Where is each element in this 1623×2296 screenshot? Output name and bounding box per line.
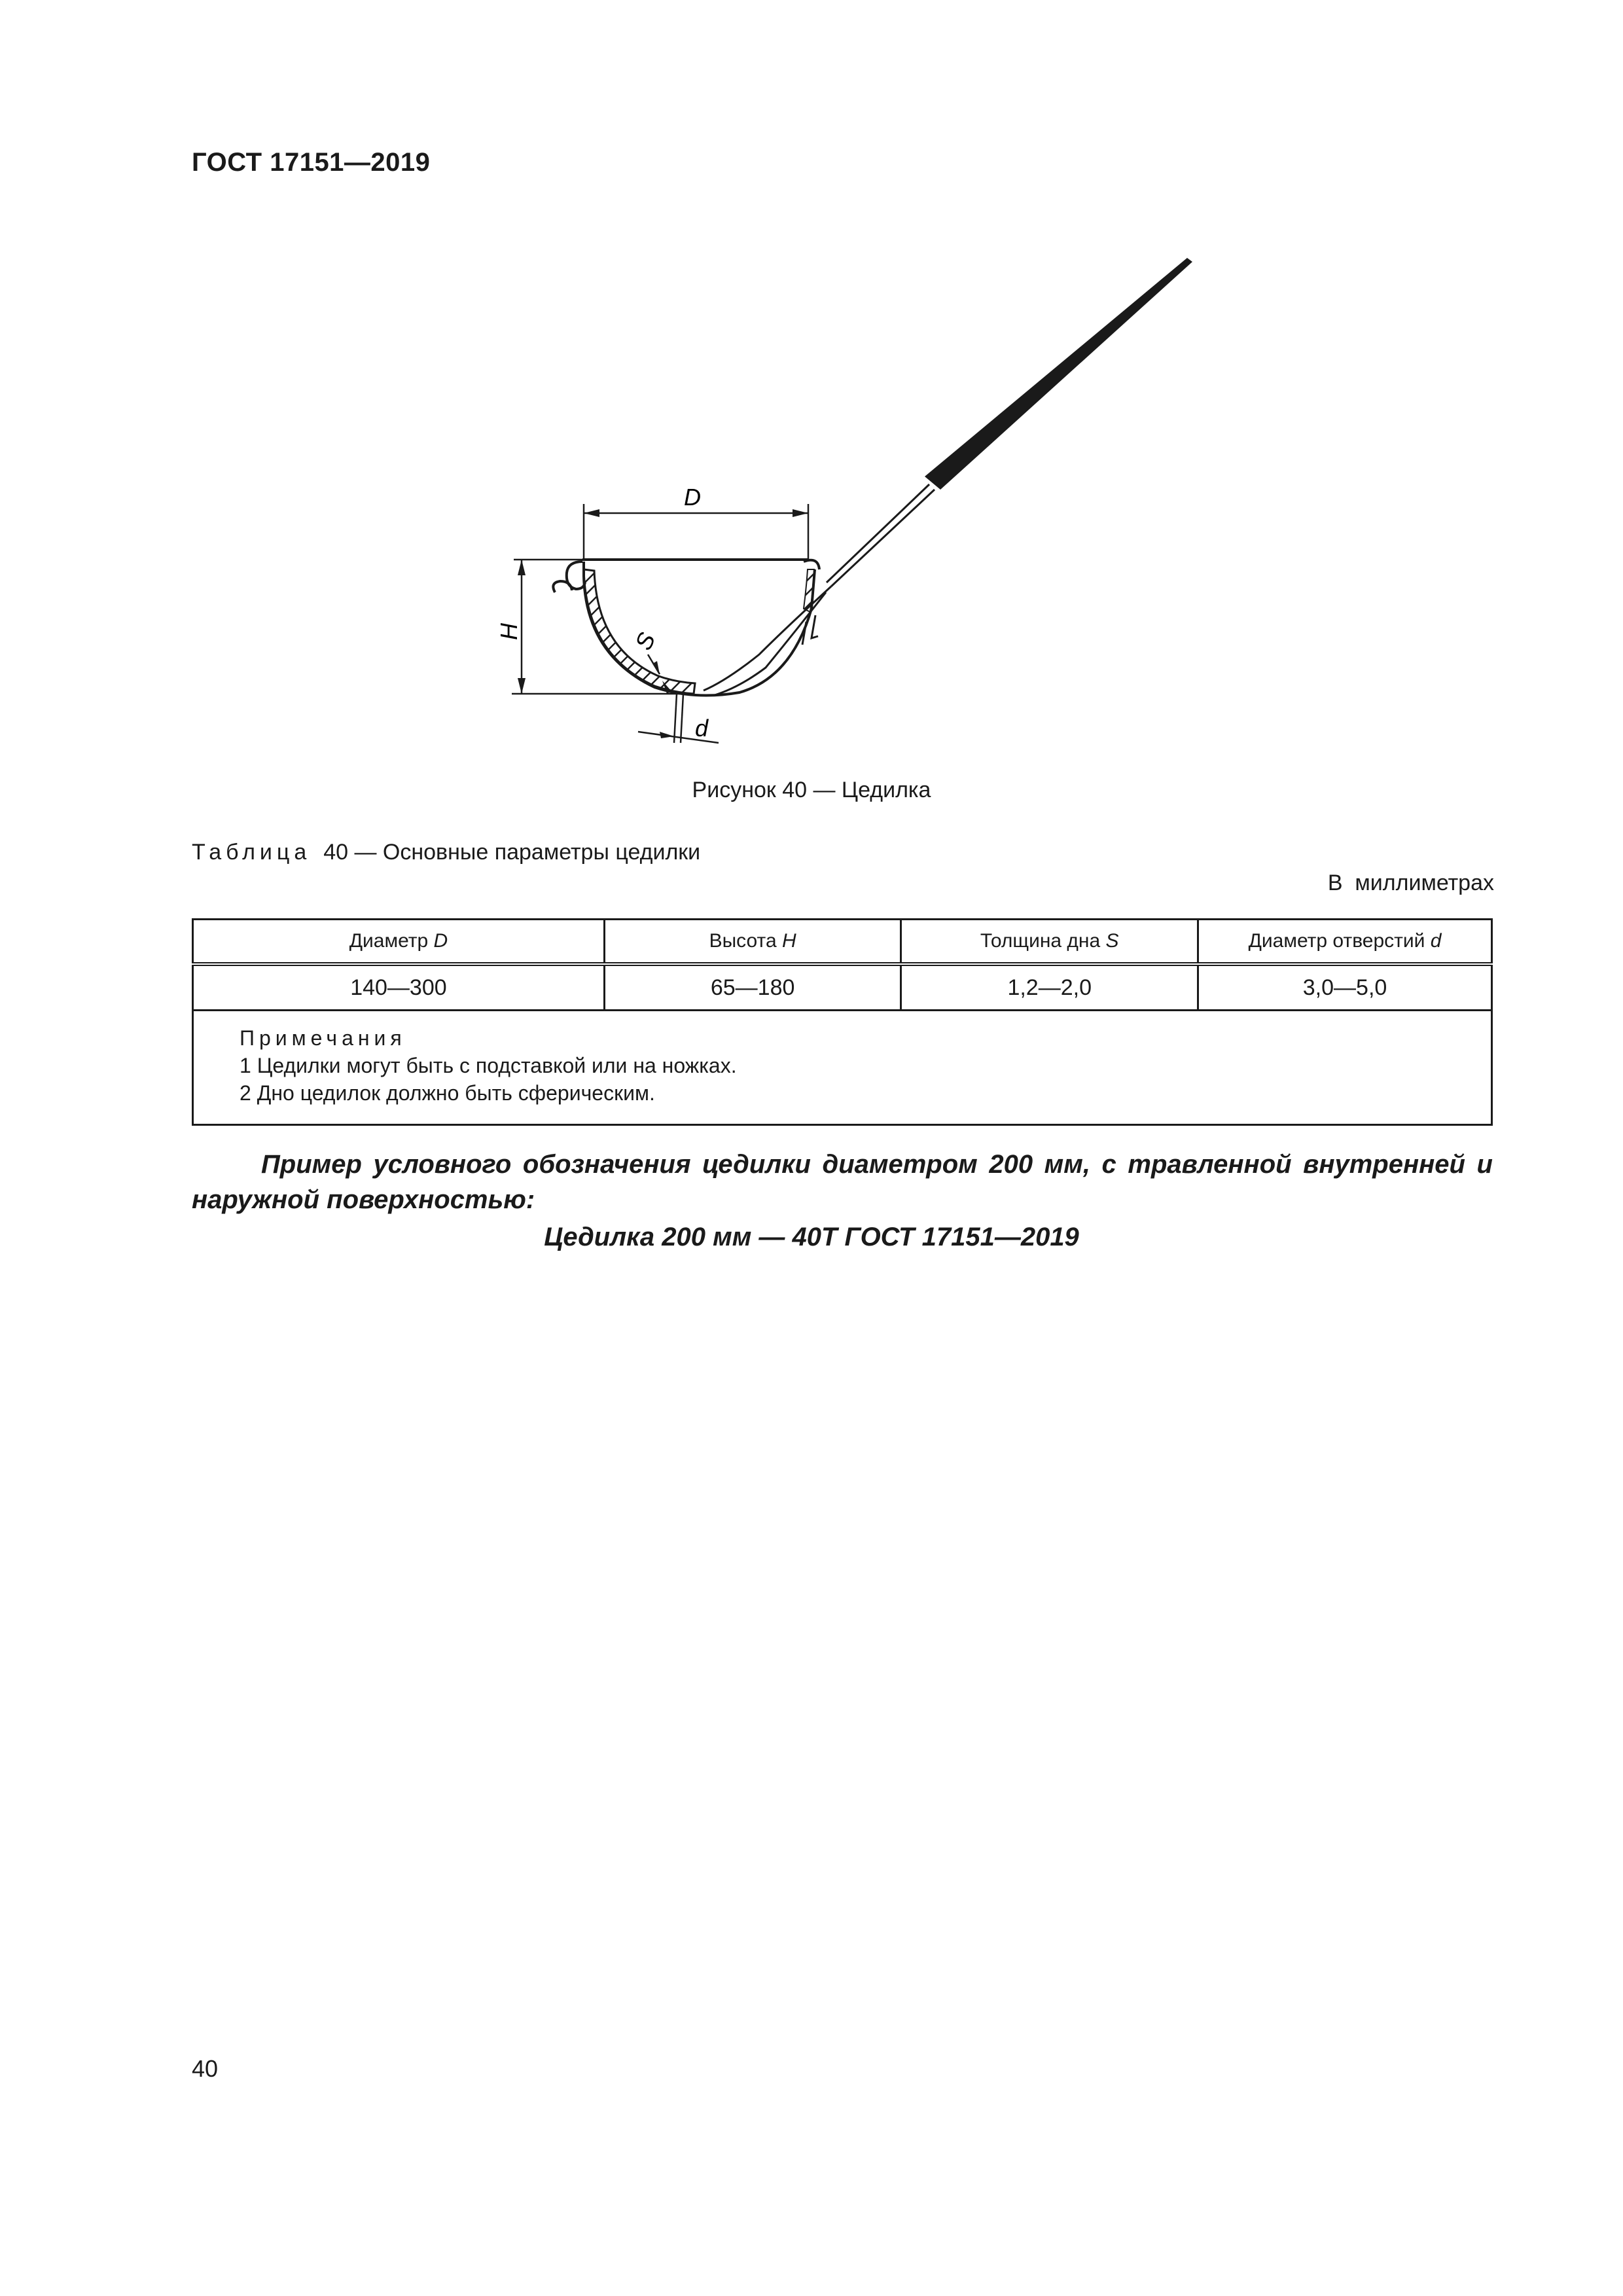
bowl-outer xyxy=(584,562,815,696)
units-rest: миллиметрах xyxy=(1355,870,1494,895)
example-designation: Цедилка 200 мм — 40Т ГОСТ 17151—2019 xyxy=(544,1223,1079,1251)
document-header: ГОСТ 17151—2019 xyxy=(192,148,431,177)
table-notes xyxy=(193,1011,1492,1125)
page-number: 40 xyxy=(192,2055,219,2082)
example-intro: Пример условного обозначения цедилки диаметром 200 мм, с травленной внутренней и наружной поверхностью: xyxy=(192,1150,1493,1214)
table-title-word: Таблица xyxy=(192,840,312,865)
handle-grip xyxy=(925,258,1192,490)
table-cell: 1,2—2,0 xyxy=(901,964,1198,1011)
table-cell: 3,0—5,0 xyxy=(1198,964,1492,1011)
label-H: H xyxy=(495,623,522,640)
parameters-table xyxy=(192,918,1493,1126)
label-D: D xyxy=(684,484,701,511)
table-units xyxy=(1328,870,1494,896)
units-word: В xyxy=(1327,870,1343,895)
figure-caption: Рисунок 40 — Цедилка xyxy=(692,778,931,802)
table-header-cell: Диаметр D xyxy=(193,920,605,965)
note-item: 2 Дно цедилок должно быть сферическим. xyxy=(240,1081,655,1105)
notes-title: Примечания xyxy=(240,1026,406,1050)
table-header-cell: Диаметр отверстий d xyxy=(1198,920,1492,965)
label-S: S xyxy=(630,628,661,655)
table-cell: 140—300 xyxy=(193,964,605,1011)
label-d: d xyxy=(694,715,709,742)
table-row xyxy=(193,964,1492,1011)
table-header-cell: Толщина дна S xyxy=(901,920,1198,965)
strainer-drawing xyxy=(484,249,1230,759)
table-title xyxy=(192,840,700,865)
table-header-row xyxy=(193,920,1492,965)
note-item: 1 Цедилки могут быть с подставкой или на ножках. xyxy=(240,1054,737,1077)
table-cell: 65—180 xyxy=(604,964,901,1011)
table-header-cell: Высота H xyxy=(604,920,901,965)
table-notes-row xyxy=(193,1011,1492,1125)
table-title-rest: 40 — Основные параметры цедилки xyxy=(323,840,701,865)
